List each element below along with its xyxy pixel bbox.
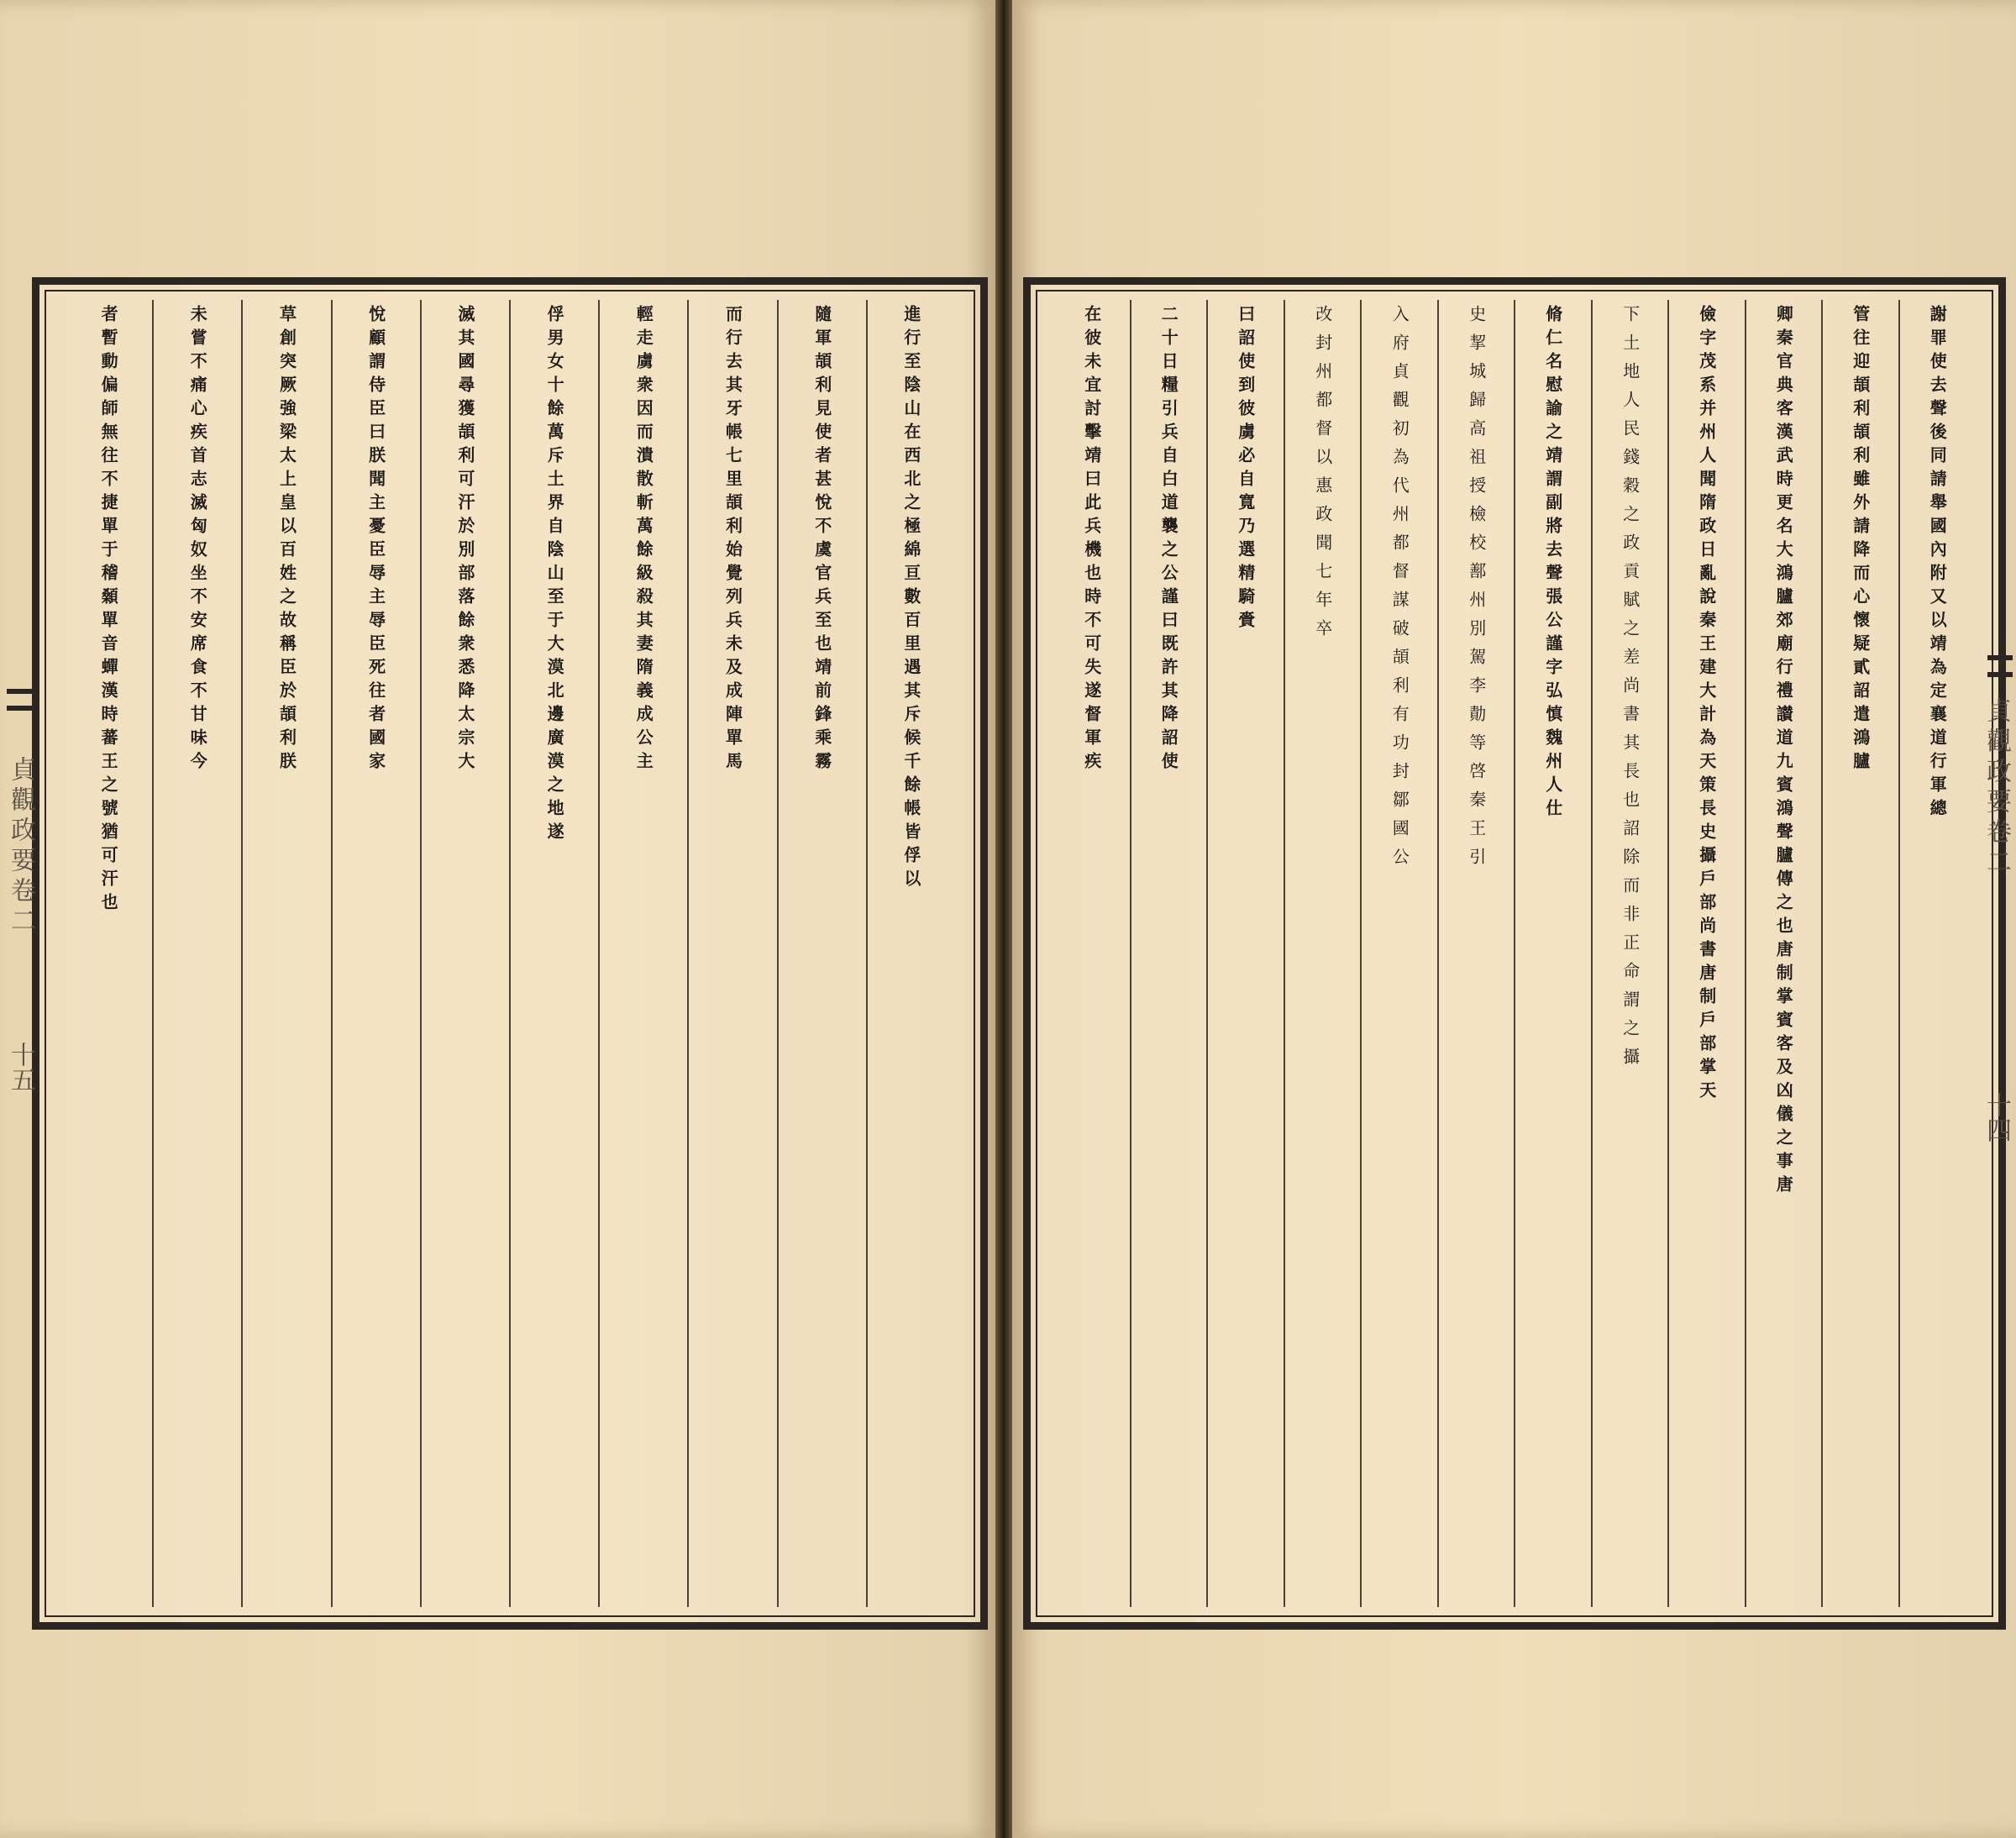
right-text-columns: [1054, 300, 1975, 1607]
text-column: [687, 300, 776, 1607]
text-column: [1745, 300, 1822, 1607]
text-column: [65, 300, 152, 1607]
column-text: 管往迎頡利頡利雖外請降而心懷疑貳詔遣鴻臚: [1850, 305, 1871, 775]
right-folio-number: 十四: [1982, 1092, 2011, 1142]
text-column: [241, 300, 330, 1607]
right-text-frame: [1023, 277, 2006, 1630]
fish-tail-mark: [1987, 655, 2013, 677]
text-column: [777, 300, 866, 1607]
right-page: [1012, 0, 2016, 1838]
column-text: 儉字茂系并州人聞隋政日亂說秦王建大計為天策長史攝戶部尚書唐制戶部掌天: [1696, 305, 1717, 1105]
column-text: 改封州都督以惠政聞七年卒: [1312, 305, 1333, 648]
text-column: [509, 300, 598, 1607]
text-column: [1821, 300, 1898, 1607]
fish-tail-mark: [7, 689, 32, 711]
column-text: 下土地人民錢穀之政貢賦之差尚書其長也詔除而非正命謂之攝: [1620, 305, 1641, 1076]
text-column: [1437, 300, 1515, 1607]
text-column: [420, 300, 509, 1607]
column-text: 史挈城歸高祖授檢校鄯州別駕李勣等啓秦王引: [1466, 305, 1487, 876]
column-text: 而行去其牙帳七里頡利始覺列兵未及成陣單馬: [722, 305, 743, 775]
text-column: [331, 300, 420, 1607]
text-column: [152, 300, 241, 1607]
column-text: 入府貞觀初為代州都督謀破頡利有功封鄒國公: [1389, 305, 1410, 876]
column-text: 輕走虜衆因而潰散斬萬餘級殺其妻隋義成公主: [633, 305, 654, 775]
text-column: [1130, 300, 1207, 1607]
left-folio-number: 十五: [6, 1042, 35, 1092]
left-margin-title: 貞觀政要卷二: [6, 756, 35, 937]
text-column: [598, 300, 687, 1607]
column-text: 俘男女十餘萬斥土界自陰山至于大漠北邊廣漠之地遂: [544, 305, 565, 846]
column-text: 隨軍頡利見使者甚悅不虞官兵至也靖前鋒乘霧: [811, 305, 832, 775]
column-text: 草創突厥強梁太上皇以百姓之故稱臣於頡利朕: [276, 305, 297, 775]
text-column: [1206, 300, 1284, 1607]
right-margin-title: 貞觀政要卷二: [1982, 697, 2011, 879]
column-text: 未嘗不痛心疾首志滅匈奴坐不安席食不甘味今: [187, 305, 208, 775]
column-text: 滅其國尋獲頡利可汗於別部落餘衆悉降太宗大: [454, 305, 475, 775]
column-text: 在彼未宜討擊靖曰此兵機也時不可失遂督軍疾: [1081, 305, 1102, 775]
column-text: 者暫動偏師無往不捷單于稽顙單音蟬漢時蕃王之號猶可汗也: [98, 305, 119, 916]
column-text: 進行至陰山在西北之極綿亘數百里遇其斥候千餘帳皆俘以: [900, 305, 921, 893]
text-column: [1284, 300, 1361, 1607]
text-column: [1054, 300, 1130, 1607]
left-text-frame: [32, 277, 988, 1630]
book-spine: [995, 0, 1012, 1838]
column-text: 卿秦官典客漢武時更名大鴻臚郊廟行禮讃道九賓鴻聲臚傳之也唐制掌賓客及凶儀之事唐: [1773, 305, 1794, 1199]
text-column: [1667, 300, 1745, 1607]
left-text-columns: [65, 300, 955, 1607]
text-column: [1591, 300, 1668, 1607]
text-column: [1898, 300, 1976, 1607]
column-text: 悅顧謂侍臣曰朕聞主憂臣辱主辱臣死往者國家: [365, 305, 386, 775]
text-column: [1360, 300, 1437, 1607]
text-column: [1514, 300, 1591, 1607]
column-text: 謝罪使去聲後同請舉國內附又以靖為定襄道行軍總: [1927, 305, 1948, 822]
left-page: [0, 0, 995, 1838]
column-text: 脩仁名慰諭之靖謂副將去聲張公謹字弘慎魏州人仕: [1542, 305, 1563, 822]
text-column: [866, 300, 955, 1607]
column-text: 曰詔使到彼虜必自寬乃選精騎賫: [1235, 305, 1256, 634]
column-text: 二十日糧引兵自白道襲之公謹曰既許其降詔使: [1158, 305, 1179, 775]
